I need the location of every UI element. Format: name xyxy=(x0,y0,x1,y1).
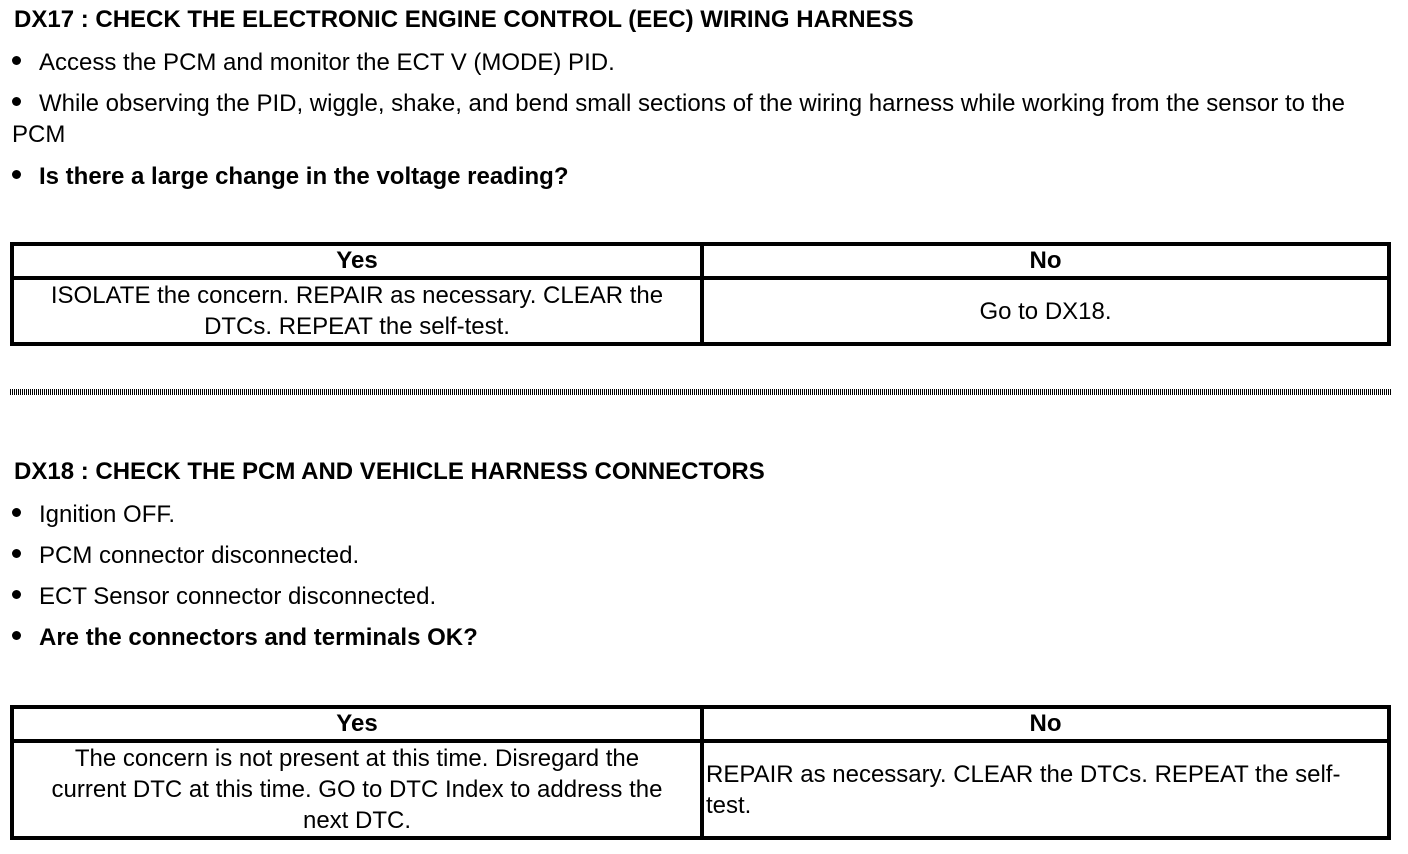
dx18-step-2 xyxy=(12,540,1397,571)
dx18-step-3-text: ECT Sensor connector disconnected. xyxy=(39,583,437,610)
dx17-decision-table xyxy=(10,242,1391,346)
dx17-title: DX17 : CHECK THE ELECTRONIC ENGINE CONTROL (EEC) WIRING HARNESS xyxy=(14,6,914,33)
bullet-icon xyxy=(12,590,21,599)
dx18-step-1-text: Ignition OFF. xyxy=(39,501,176,528)
dx18-title: DX18 : CHECK THE PCM AND VEHICLE HARNESS CONNECTORS xyxy=(14,458,765,485)
section-divider xyxy=(10,389,1391,395)
dx18-decision-table xyxy=(10,705,1391,840)
dx18-step-3 xyxy=(12,581,1397,612)
dx18-yes-cell: The concern is not present at this time. Disregard the current DTC at this time. GO to DTC Index to address the next DTC. xyxy=(12,741,702,838)
dx17-yes-cell: ISOLATE the concern. REPAIR as necessary. CLEAR the DTCs. REPEAT the self-test. xyxy=(12,278,702,344)
dx18-question xyxy=(12,622,1397,653)
dx18-step-2-text: PCM connector disconnected. xyxy=(39,542,360,569)
bullet-icon xyxy=(12,508,21,517)
dx17-question xyxy=(12,161,1397,192)
dx17-yes-header: Yes xyxy=(12,244,702,278)
dx17-step-2-text: While observing the PID, wiggle, shake, and bend small sections of the wiring harness while working from the sensor to the PCM xyxy=(12,90,1345,148)
bullet-icon xyxy=(12,631,21,640)
bullet-icon xyxy=(12,56,21,65)
bullet-icon xyxy=(12,170,21,179)
dx18-yes-header: Yes xyxy=(12,707,702,741)
dx18-no-cell: REPAIR as necessary. CLEAR the DTCs. REPEAT the self-test. xyxy=(702,741,1389,838)
bullet-icon xyxy=(12,549,21,558)
dx17-no-cell: Go to DX18. xyxy=(702,278,1389,344)
dx17-step-2 xyxy=(12,88,1397,150)
dx18-question-text: Are the connectors and terminals OK? xyxy=(39,624,478,651)
dx18-no-header: No xyxy=(702,707,1389,741)
dx17-no-header: No xyxy=(702,244,1389,278)
bullet-icon xyxy=(12,97,21,106)
dx17-question-text: Is there a large change in the voltage reading? xyxy=(39,163,569,190)
dx17-step-1 xyxy=(12,47,1397,78)
dx18-step-1 xyxy=(12,499,1397,530)
dx17-step-1-text: Access the PCM and monitor the ECT V (MODE) PID. xyxy=(39,49,615,76)
